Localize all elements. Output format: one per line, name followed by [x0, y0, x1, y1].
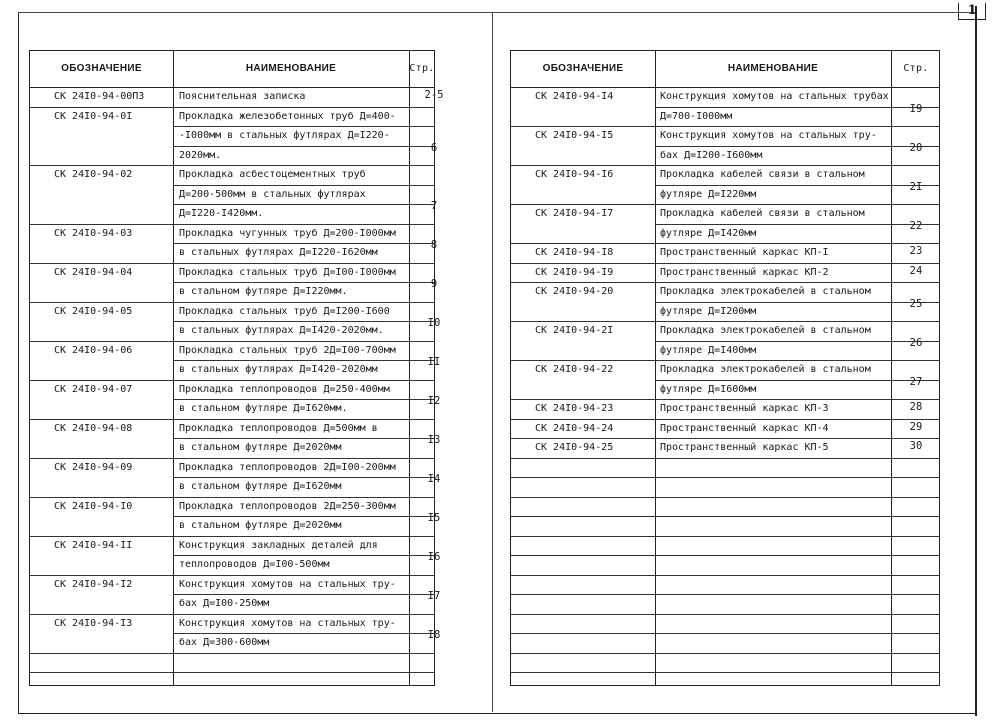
- entry-title-line: футляре Д=I420мм: [660, 227, 757, 239]
- row-rule: [30, 107, 434, 108]
- header-code: ОБОЗНАЧЕНИЕ: [61, 63, 142, 74]
- row-rule: [173, 185, 434, 186]
- entry-title-line: Прокладка электрокабелей в стальном: [660, 325, 871, 336]
- empty-row-rule: [511, 497, 939, 498]
- entry-page: 9: [430, 278, 438, 290]
- entry-title-line: Прокладка стальных труб 2Д=I00-700мм: [179, 344, 396, 356]
- row-rule: [30, 575, 434, 576]
- page-divider: [492, 12, 493, 712]
- entry-code: СК 24I0-94-0I: [54, 110, 133, 122]
- row-rule: [655, 224, 939, 225]
- header-name: НАИМЕНОВАНИЕ: [727, 63, 819, 74]
- entry-title-line: бах Д=I00-250мм: [179, 598, 270, 609]
- row-rule: [30, 458, 434, 459]
- entry-title-line: 2020мм.: [179, 149, 222, 161]
- row-rule: [30, 653, 434, 654]
- entry-page: 26: [909, 336, 923, 349]
- entry-title-line: Прокладка железобетонных труб Д=400-: [179, 110, 396, 122]
- row-rule: [30, 165, 434, 166]
- entry-page: I4: [427, 473, 441, 485]
- header-page: Стр.: [409, 63, 435, 74]
- empty-row-rule: [511, 594, 939, 595]
- entry-code: СК 24I0-94-23: [535, 403, 614, 414]
- entry-code: СК 24I0-94-00ПЗ: [54, 91, 145, 102]
- entry-code: СК 24I0-94-04: [54, 266, 133, 278]
- empty-row-rule: [511, 536, 939, 537]
- empty-row-rule: [511, 614, 939, 615]
- entry-title-line: Конструкция закладных деталей для: [179, 539, 378, 551]
- row-rule: [511, 126, 939, 127]
- entry-title-line: Прокладка стальных труб Д=I00-I000мм: [179, 266, 396, 278]
- row-rule: [511, 458, 939, 459]
- empty-row-rule: [511, 633, 939, 634]
- entry-title-line: футляре Д=I400мм: [660, 344, 757, 356]
- row-rule: [30, 536, 434, 537]
- entry-title-line: Пространственный каркас КП-4: [660, 422, 829, 434]
- empty-row-rule: [511, 555, 939, 556]
- row-rule: [173, 399, 434, 400]
- row-rule: [655, 380, 939, 381]
- row-rule: [511, 263, 939, 264]
- entry-code: СК 24I0-94-I7: [535, 208, 614, 219]
- entry-title-line: футляре Д=I220мм: [660, 188, 757, 200]
- entry-code: СК 24I0-94-03: [54, 227, 133, 239]
- entry-title-line: футляре Д=I200мм: [660, 305, 757, 317]
- entry-page: 30: [909, 440, 923, 452]
- entry-title-line: футляре Д=I600мм: [660, 383, 757, 395]
- entry-title-line: Конструкция хомутов на стальных тру-: [179, 617, 396, 629]
- row-rule: [511, 165, 939, 166]
- row-rule: [30, 614, 434, 615]
- entry-title-line: Прокладка электрокабелей в стальном: [660, 364, 871, 375]
- entry-title-line: -I000мм в стальных футлярах Д=I220-: [179, 130, 390, 141]
- row-rule: [173, 477, 434, 478]
- entry-title-line: Пространственный каркас КП-5: [660, 442, 829, 453]
- row-rule: [173, 204, 434, 205]
- row-rule: [511, 399, 939, 400]
- row-rule: [655, 341, 939, 342]
- entry-page: 29: [909, 420, 923, 433]
- entry-page: 2-5: [424, 89, 444, 101]
- entry-code: СК 24I0-94-05: [54, 305, 133, 317]
- entry-code: СК 24I0-94-06: [54, 344, 133, 356]
- header-page: Стр.: [903, 63, 929, 74]
- contents-table-right: [510, 50, 940, 686]
- entry-title-line: Прокладка стальных труб Д=I200-I600: [179, 305, 390, 317]
- entry-title-line: Пространственный каркас КП-I: [660, 247, 829, 258]
- row-rule: [511, 243, 939, 244]
- entry-title-line: Конструкция хомутов на стальных тру-: [179, 578, 396, 590]
- header-code: ОБОЗНАЧЕНИЕ: [542, 63, 624, 74]
- row-rule: [511, 282, 939, 283]
- entry-page: 7: [430, 200, 438, 212]
- entry-title-line: Прокладка чугунных труб Д=200-I000мм: [179, 227, 396, 239]
- row-rule: [511, 321, 939, 322]
- empty-row-rule: [30, 672, 434, 673]
- row-rule: [173, 243, 434, 244]
- entry-title-line: Прокладка кабелей связи в стальном: [660, 208, 865, 219]
- entry-page: I0: [427, 317, 441, 329]
- entry-code: СК 24I0-94-I0: [54, 500, 133, 512]
- entry-code: СК 24I0-94-2I: [535, 325, 614, 336]
- empty-row-rule: [511, 477, 939, 478]
- contents-table-left: [29, 50, 444, 686]
- entry-title-line: Д=700-I000мм: [660, 110, 733, 122]
- entry-title-line: в стальном футляре Д=I620мм: [179, 481, 342, 492]
- entry-page: 22: [909, 219, 923, 232]
- entry-page: I8: [427, 629, 441, 641]
- empty-row-rule: [511, 672, 939, 673]
- entry-title-line: теплопроводов Д=I00-500мм: [179, 559, 330, 570]
- row-rule: [30, 341, 434, 342]
- row-rule: [30, 380, 434, 381]
- entry-code: СК 24I0-94-I3: [54, 617, 133, 629]
- entry-title-line: Прокладка кабелей связи в стальном: [660, 169, 865, 180]
- entry-page: I2: [427, 395, 441, 407]
- empty-row-rule: [511, 516, 939, 517]
- entry-code: СК 24I0-94-I6: [535, 169, 614, 180]
- empty-row-rule: [511, 653, 939, 654]
- row-rule: [173, 555, 434, 556]
- table-header: [30, 51, 434, 88]
- entry-title-line: Конструкция хомутов на стальных трубах: [660, 91, 889, 102]
- row-rule: [173, 146, 434, 147]
- entry-title-line: Д=I220-I420мм.: [179, 208, 264, 219]
- entry-code: СК 24I0-94-I8: [535, 247, 614, 258]
- entry-code: СК 24I0-94-22: [535, 364, 614, 375]
- row-rule: [655, 146, 939, 147]
- row-rule: [511, 360, 939, 361]
- row-rule: [511, 419, 939, 420]
- entry-title-line: в стальном футляре Д=2020мм: [179, 442, 342, 453]
- table-header: [511, 51, 939, 88]
- row-rule: [511, 438, 939, 439]
- entry-title-line: бах Д=300-600мм: [179, 637, 270, 648]
- entry-title-line: Пространственный каркас КП-2: [660, 266, 829, 278]
- entry-title-line: Д=200-500мм в стальных футлярах: [179, 188, 366, 200]
- row-rule: [173, 321, 434, 322]
- entry-title-line: Прокладка электрокабелей в стальном: [660, 286, 871, 297]
- row-rule: [655, 185, 939, 186]
- entry-page: 6: [430, 141, 438, 154]
- entry-page: I5: [427, 512, 441, 524]
- row-rule: [173, 594, 434, 595]
- entry-title-line: Пояснительная записка: [179, 91, 306, 102]
- row-rule: [655, 302, 939, 303]
- right-frame-line: [975, 6, 977, 716]
- row-rule: [511, 204, 939, 205]
- entry-code: СК 24I0-94-II: [54, 539, 133, 551]
- entry-page: 25: [909, 297, 923, 310]
- entry-code: СК 24I0-94-20: [535, 286, 614, 297]
- entry-page: I3: [427, 434, 441, 446]
- entry-title-line: Конструкция хомутов на стальных тру-: [660, 130, 877, 141]
- entry-page: 27: [909, 375, 923, 388]
- entry-code: СК 24I0-94-25: [535, 442, 614, 453]
- entry-title-line: Прокладка теплопроводов 2Д=250-300мм: [179, 500, 396, 512]
- entry-code: СК 24I0-94-09: [54, 461, 133, 473]
- entry-title-line: Пространственный каркас КП-3: [660, 403, 829, 414]
- entry-code: СК 24I0-94-24: [535, 422, 614, 434]
- entry-page: 28: [909, 401, 923, 413]
- entry-page: II: [427, 356, 441, 368]
- page-number: 1: [958, 3, 986, 20]
- row-rule: [655, 107, 939, 108]
- row-rule: [30, 497, 434, 498]
- row-rule: [173, 126, 434, 127]
- row-rule: [30, 263, 434, 264]
- entry-title-line: в стальных футлярах Д=I420-2020мм: [179, 364, 378, 375]
- entry-title-line: в стальном футляре Д=I620мм.: [179, 403, 348, 414]
- entry-page: 8: [430, 239, 438, 251]
- entry-page: 23: [909, 245, 923, 257]
- entry-page: I9: [909, 102, 923, 115]
- entry-code: СК 24I0-94-08: [54, 422, 133, 434]
- entry-code: СК 24I0-94-I5: [535, 130, 614, 141]
- empty-row-rule: [511, 575, 939, 576]
- header-name: НАИМЕНОВАНИЕ: [245, 63, 337, 74]
- entry-title-line: в стальных футлярах Д=I220-I620мм: [179, 247, 378, 258]
- row-rule: [173, 438, 434, 439]
- entry-title-line: бах Д=I200-I600мм: [660, 149, 763, 161]
- row-rule: [173, 360, 434, 361]
- entry-page: 24: [909, 264, 923, 277]
- entry-title-line: в стальном футляре Д=I220мм.: [179, 286, 348, 297]
- entry-title-line: в стальных футлярах Д=I420-2020мм.: [179, 325, 384, 336]
- entry-page: 2I: [909, 180, 923, 193]
- row-rule: [173, 282, 434, 283]
- row-rule: [30, 419, 434, 420]
- entry-page: 20: [909, 141, 923, 154]
- entry-code: СК 24I0-94-02: [54, 169, 133, 180]
- entry-title-line: Прокладка асбестоцементных труб: [179, 169, 366, 180]
- entry-title-line: Прокладка теплопроводов 2Д=I00-200мм: [179, 461, 396, 473]
- entry-code: СК 24I0-94-I9: [535, 266, 614, 278]
- row-rule: [30, 224, 434, 225]
- entry-title-line: Прокладка теплопроводов Д=500мм в: [179, 422, 378, 434]
- entry-code: СК 24I0-94-I2: [54, 578, 133, 590]
- entry-page: I6: [427, 551, 441, 563]
- entry-code: СК 24I0-94-07: [54, 383, 133, 395]
- entry-code: СК 24I0-94-I4: [535, 91, 614, 102]
- row-rule: [173, 516, 434, 517]
- entry-title-line: в стальном футляре Д=2020мм: [179, 520, 342, 531]
- row-rule: [30, 302, 434, 303]
- row-rule: [173, 633, 434, 634]
- entry-page: I7: [427, 590, 441, 602]
- entry-title-line: Прокладка теплопроводов Д=250-400мм: [179, 383, 390, 395]
